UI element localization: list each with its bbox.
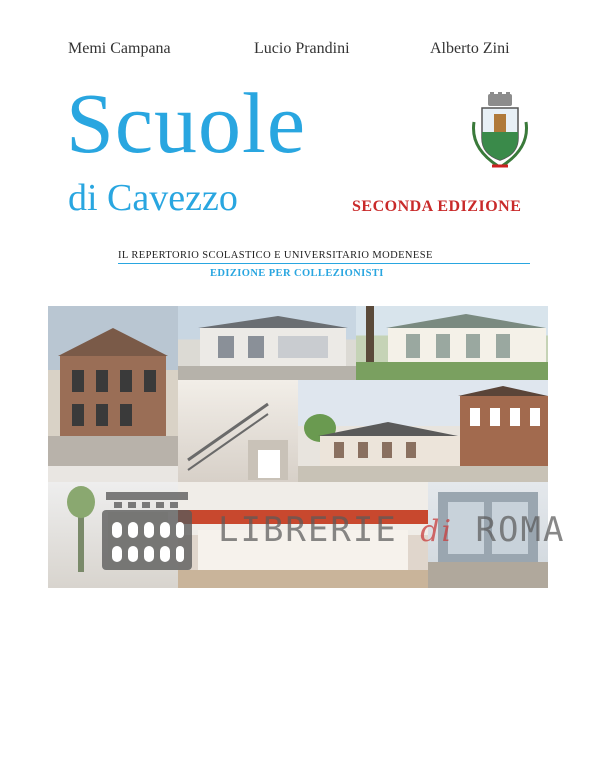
watermark-word: LIBRERIE [218,510,398,550]
school-photo [178,306,356,380]
author-name: Lucio Prandini [254,40,350,57]
publisher-name: Edizioni Della Casa [398,752,478,763]
collector-edition-label: EDIZIONE PER COLLEZIONISTI [210,268,384,279]
municipal-crest-icon [468,92,532,172]
author-name: Alberto Zini [430,40,510,57]
divider [118,263,530,264]
watermark [92,488,566,578]
book-title: Scuole [66,75,307,171]
colosseum-logo-icon [92,488,202,578]
edition-label: SECONDA EDIZIONE [352,198,522,215]
school-photo [356,306,548,380]
school-photo [48,306,178,466]
author-name: Memi Campana [68,40,171,57]
school-photo [178,380,298,482]
watermark-text [218,510,565,550]
watermark-word: di [420,514,454,549]
school-photo [298,380,548,482]
series-title: IL REPERTORIO SCOLASTICO E UNIVERSITARIO MODENESE [118,250,433,261]
book-subtitle: di Cavezzo [68,177,238,219]
author-list [0,40,600,60]
watermark-word: ROMA [475,510,566,550]
